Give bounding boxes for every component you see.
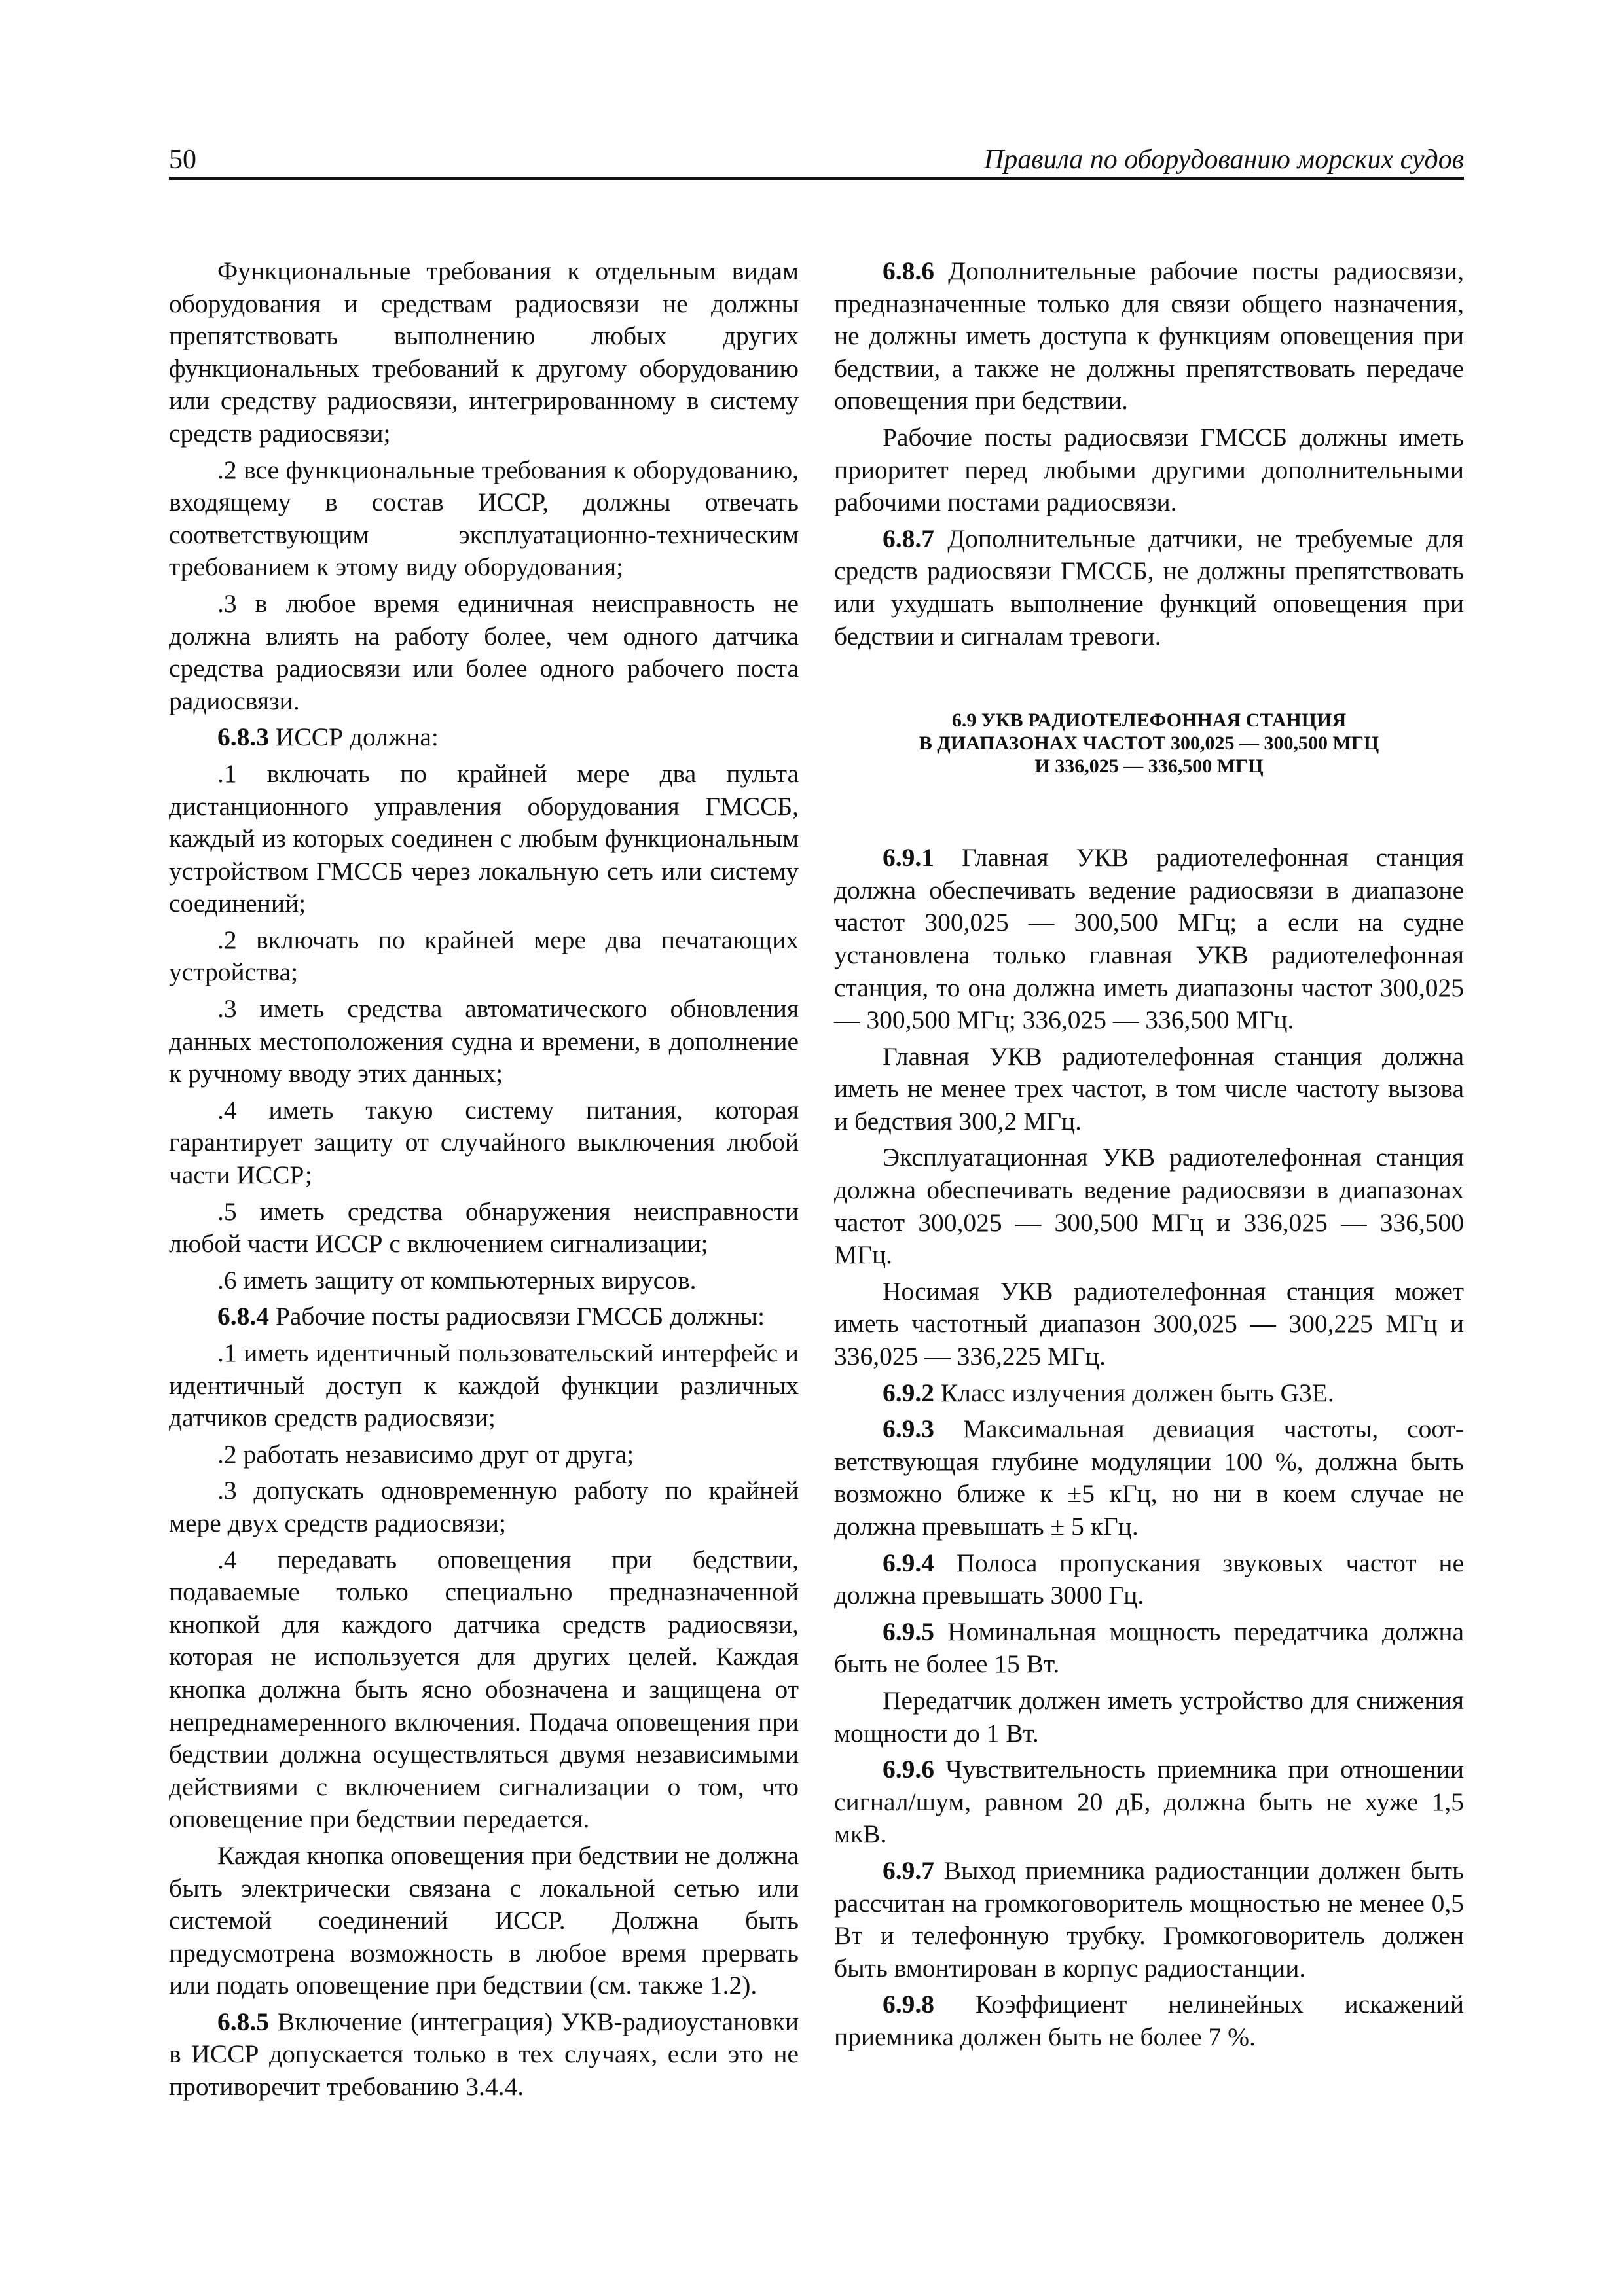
paragraph: .3 иметь средства автоматического обновления данных местоположения судна и времени, в дополнение к ручному вводу этих данных; xyxy=(169,994,799,1088)
clause-paragraph: 6.9.7 Выход приемника радиостанции должен быть рассчитан на громкоговоритель мощностью не менее 0,5 Вт и телефонную трубку. Громкоговоритель должен быть вмонтирован в корпус радиостанции. xyxy=(834,1856,1464,1982)
paragraph: Функциональные требования к отдельным видам оборудования и средствам радиосвязи не должны препятствовать выполнению любых других функциональных требований к другому оборудованию или средству радиосвязи, интегрированному в систему средств радиосвязи; xyxy=(169,257,799,448)
section-heading-line: И 336,025 — 336,500 МГЦ xyxy=(1034,755,1264,778)
paragraph: Передатчик должен иметь устройство для снижения мощности до 1 Вт. xyxy=(834,1685,1464,1748)
clause-number: 6.8.6 xyxy=(883,257,934,285)
clause-number: 6.9.4 xyxy=(883,1548,934,1577)
paragraph: .2 работать независимо друг от друга; xyxy=(217,1439,634,1469)
paragraph: Носимая УКВ радиотелефонная станция может иметь частотный диапазон 300,025 — 300,225 МГц и 336,025 — 336,225 МГц. xyxy=(834,1276,1464,1371)
paragraph: .4 иметь такую систему питания, которая гарантирует защиту от случайного выключения любой части ИССР; xyxy=(169,1095,799,1190)
section-heading xyxy=(834,709,1464,778)
paragraph: .1 включать по крайней мере два пульта дистанционного управления оборудования ГМССБ, каждый из которых соединен с любым функциональным устройством ГМССБ через локальную сеть или систему соединений; xyxy=(169,759,799,918)
paragraph: .3 в любое время единичная неисправность не должна влиять на работу более, чем одного датчика средства радиосвязи или более одного рабочего поста радиосвязи. xyxy=(169,588,799,715)
clause-number: 6.8.4 xyxy=(217,1302,269,1331)
paragraph: .5 иметь средства обнаружения неисправности любой части ИССР с включением сигнализации; xyxy=(169,1196,799,1259)
clause-paragraph: 6.9.3 Максимальная девиация частоты, соответствующая глубине модуляции 100 %, должна быть возможно ближе к ±5 кГц, но ни в коем случае не должна превышать ± 5 кГц. xyxy=(834,1414,1465,1541)
running-title: Правила по оборудованию морских судов xyxy=(983,145,1464,175)
section-heading-line: В ДИАПАЗОНАХ ЧАСТОТ 300,025 — 300,500 МГЦ xyxy=(919,732,1379,755)
page-header xyxy=(169,143,1464,179)
clause-paragraph: 6.9.8 Коэффициент нелинейных искажений приемника должен быть не более 7 %. xyxy=(834,1990,1464,2051)
paragraph: Главная УКВ радиотелефонная станция должна иметь не менее трех частот, в том числе частоту вызова и бедствия 300,2 МГц. xyxy=(834,1041,1464,1136)
clause-paragraph: 6.8.3 ИССР должна: xyxy=(217,723,439,752)
paragraph: .2 включать по крайней мере два печатающих устройства; xyxy=(169,925,799,987)
clause-paragraph: 6.9.4 Полоса пропускания звуковых частот не должна превышать 3000 Гц. xyxy=(834,1548,1464,1610)
clause-paragraph: 6.9.2 Класс излучения должен быть G3E. xyxy=(883,1378,1334,1407)
clause-number: 6.9.3 xyxy=(883,1414,934,1444)
paragraph: Эксплуатационная УКВ радиотелефонная станция должна обеспечивать ведение радиосвязи в диапазонах частот 300,025 — 300,500 МГц и 336,025 — 336,500 МГц. xyxy=(834,1143,1464,1270)
right-column xyxy=(834,255,1464,2054)
clause-number: 6.9.8 xyxy=(883,1990,934,2019)
clause-number: 6.9.5 xyxy=(883,1617,934,1646)
clause-number: 6.8.7 xyxy=(883,524,934,553)
clause-paragraph: 6.9.1 Главная УКВ радиотелефонная станция должна обеспечивать ведение радиосвязи в диапазоне частот 300,025 — 300,500 МГц; а если на судне установлена только главная УКВ радиотелефонная станция, то она должна иметь диапазоны частот 300,025 — 300,500 МГц; 336,025 — 336,500 МГц. xyxy=(834,843,1464,1035)
clause-paragraph: 6.8.4 Рабочие посты радиосвязи ГМССБ должны: xyxy=(217,1302,765,1331)
section-heading-line: 6.9 УКВ РАДИОТЕЛЕФОННАЯ СТАНЦИЯ xyxy=(951,709,1347,732)
paragraph: .6 иметь защиту от компьютерных вирусов. xyxy=(217,1265,697,1295)
clause-paragraph: 6.9.6 Чувствительность приемника при отношении сигнал/шум, равном 20 дБ, должна быть не хуже 1,5 мкВ. xyxy=(834,1755,1465,1849)
paragraph: Рабочие посты радиосвязи ГМССБ должны иметь приоритет перед любыми другими дополнительными рабочими постами радиосвязи. xyxy=(834,422,1464,517)
left-column xyxy=(169,255,799,2104)
clause-number: 6.9.7 xyxy=(883,1856,934,1885)
paragraph: .4 передавать оповещения при бедствии, подаваемые только специально предназначенной кнопкой для каждого датчика средств радиосвязи, которая не используется для других целей. Каждая кнопка должна быть ясно обозначена и защищена от непреднамеренного включения. Подача оповещения при бедствии должна осуществляться двумя независимыми действиями с включением сигнализации о том, что оповещение при бедствии передается. xyxy=(169,1545,799,1834)
clause-paragraph: 6.8.6 Дополнительные рабочие посты радиосвязи, предназначенные только для связи общего назначения, не должны иметь доступа к функциям оповещения при бедствии, а также не должны препятствовать передаче оповещения при бедствии. xyxy=(834,257,1465,416)
paragraph: Каждая кнопка оповещения при бедствии не должна быть электрически связана с локальной сетью или системой соединений ИССР. Должна быть предусмотрена возможность в любое время прервать или подать оповещение при бедствии (см. также 1.2). xyxy=(169,1840,799,2000)
clause-number: 6.9.6 xyxy=(883,1755,934,1784)
paragraph: .1 иметь идентичный пользовательский интерфейс и идентичный доступ к каждой функции различных датчиков средств радиосвязи; xyxy=(169,1338,799,1433)
header-divider xyxy=(169,177,1464,180)
paragraph: .2 все функциональные требования к оборудованию, входящему в состав ИССР, должны отвечать соответствующим эксплуатационно-техническим требованием к этому виду оборудования; xyxy=(169,455,799,582)
page-number: 50 xyxy=(169,145,196,175)
clause-paragraph: 6.8.5 Включение (интеграция) УКВ-радиоустановки в ИССР допускается только в тех случаях, если это не противоречит требованию 3.4.4. xyxy=(169,2007,799,2102)
clause-number: 6.9.2 xyxy=(883,1378,934,1407)
clause-number: 6.8.3 xyxy=(217,723,269,752)
clause-number: 6.9.1 xyxy=(883,843,934,872)
clause-paragraph: 6.8.7 Дополнительные датчики, не требуемые для средств радиосвязи ГМССБ, не должны препятствовать или ухудшать выполнение функций оповещения при бедствии и сигналам тревоги. xyxy=(834,524,1465,651)
clause-number: 6.8.5 xyxy=(217,2007,269,2036)
paragraph: .3 допускать одновременную работу по крайней мере двух средств радиосвязи; xyxy=(169,1476,799,1537)
clause-paragraph: 6.9.5 Номинальная мощность передатчика должна быть не более 15 Вт. xyxy=(834,1617,1465,1679)
